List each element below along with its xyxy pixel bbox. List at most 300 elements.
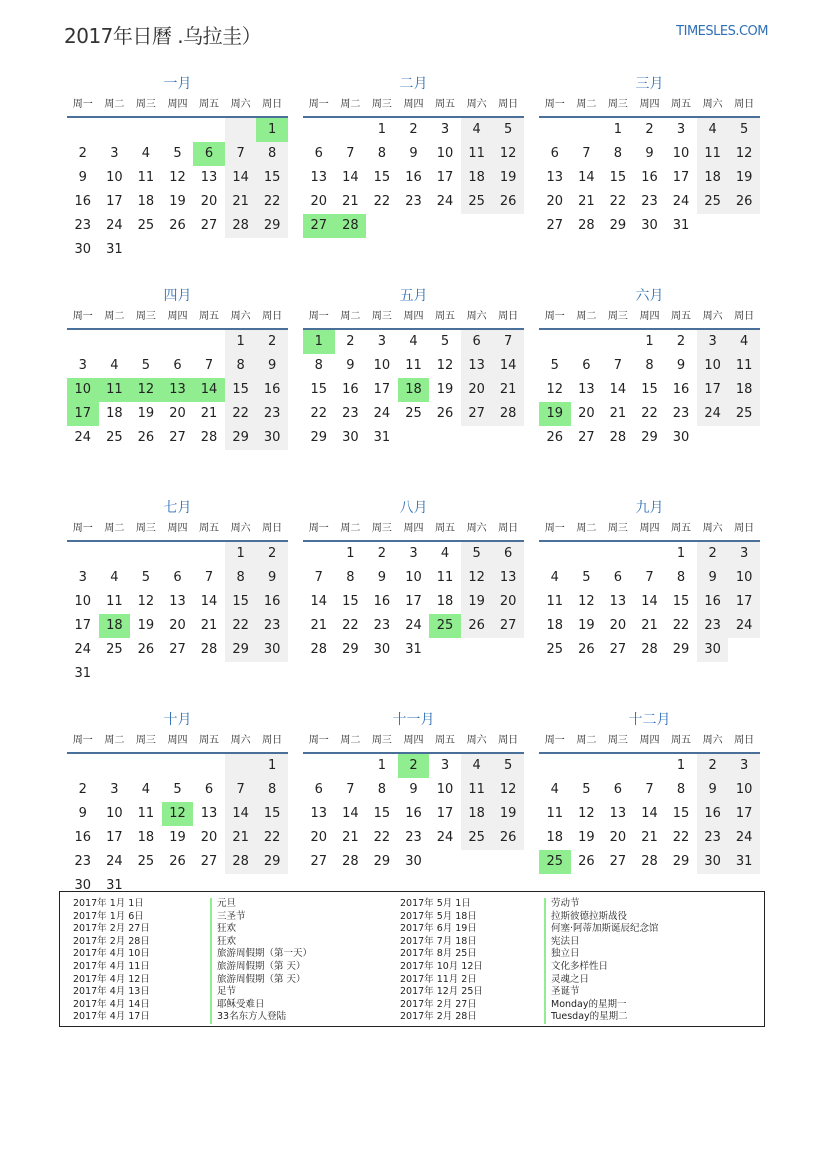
day-cell[interactable]: 21 xyxy=(492,378,524,402)
day-cell[interactable]: 29 xyxy=(609,218,627,233)
day-cell[interactable]: 20 xyxy=(578,406,595,421)
day-cell[interactable]: 6 xyxy=(173,570,182,585)
day-cell[interactable]: 24 xyxy=(373,406,391,421)
day-cell[interactable]: 22 xyxy=(672,830,690,845)
day-cell[interactable]: 20 xyxy=(310,194,328,209)
day-cell[interactable]: 17 xyxy=(373,382,391,397)
holiday-day-cell[interactable]: 27 xyxy=(303,214,335,238)
day-cell[interactable]: 20 xyxy=(546,194,564,209)
day-cell[interactable]: 29 xyxy=(256,850,288,874)
day-cell[interactable]: 29 xyxy=(225,426,257,450)
day-cell[interactable]: 3 xyxy=(110,782,119,797)
day-cell[interactable]: 23 xyxy=(697,826,729,850)
day-cell[interactable]: 23 xyxy=(405,830,422,845)
day-cell[interactable]: 24 xyxy=(697,402,729,426)
day-cell[interactable]: 7 xyxy=(645,782,654,797)
day-cell[interactable]: 2 xyxy=(697,754,729,778)
day-cell[interactable]: 9 xyxy=(676,358,686,373)
day-cell[interactable]: 6 xyxy=(613,570,623,585)
day-cell[interactable]: 6 xyxy=(173,358,182,373)
day-cell[interactable]: 18 xyxy=(137,194,155,209)
day-cell[interactable]: 19 xyxy=(137,618,155,633)
day-cell[interactable]: 22 xyxy=(342,618,359,633)
day-cell[interactable]: 6 xyxy=(492,542,524,566)
day-cell[interactable]: 21 xyxy=(641,830,658,845)
day-cell[interactable]: 20 xyxy=(492,590,524,614)
day-cell[interactable]: 29 xyxy=(310,430,328,445)
day-cell[interactable]: 2 xyxy=(256,542,288,566)
day-cell[interactable]: 25 xyxy=(106,430,123,445)
day-cell[interactable]: 28 xyxy=(310,642,328,657)
day-cell[interactable]: 14 xyxy=(641,806,658,821)
day-cell[interactable]: 21 xyxy=(200,406,218,421)
day-cell[interactable]: 15 xyxy=(225,378,257,402)
day-cell[interactable]: 24 xyxy=(672,194,690,209)
day-cell[interactable]: 15 xyxy=(641,382,658,397)
day-cell[interactable]: 19 xyxy=(492,802,524,826)
day-cell[interactable]: 5 xyxy=(173,146,182,161)
day-cell[interactable]: 4 xyxy=(110,358,119,373)
day-cell[interactable]: 26 xyxy=(492,826,524,850)
day-cell[interactable]: 15 xyxy=(672,594,690,609)
day-cell[interactable]: 12 xyxy=(492,778,524,802)
day-cell[interactable]: 8 xyxy=(256,778,288,802)
day-cell[interactable]: 15 xyxy=(225,590,257,614)
day-cell[interactable]: 3 xyxy=(377,334,387,349)
day-cell[interactable]: 14 xyxy=(225,802,257,826)
day-cell[interactable]: 5 xyxy=(492,118,524,142)
day-cell[interactable]: 29 xyxy=(225,638,257,662)
day-cell[interactable]: 10 xyxy=(728,778,760,802)
day-cell[interactable]: 13 xyxy=(546,170,564,185)
day-cell[interactable]: 10 xyxy=(106,170,123,185)
day-cell[interactable]: 21 xyxy=(342,194,359,209)
day-cell[interactable]: 31 xyxy=(106,242,123,257)
day-cell[interactable]: 26 xyxy=(546,430,564,445)
day-cell[interactable]: 29 xyxy=(256,214,288,238)
day-cell[interactable]: 13 xyxy=(200,170,218,185)
day-cell[interactable]: 13 xyxy=(310,170,328,185)
day-cell[interactable]: 7 xyxy=(204,358,214,373)
day-cell[interactable]: 11 xyxy=(405,358,422,373)
day-cell[interactable]: 14 xyxy=(342,806,359,821)
day-cell[interactable]: 5 xyxy=(141,570,151,585)
day-cell[interactable]: 2 xyxy=(409,122,418,137)
day-cell[interactable]: 13 xyxy=(609,806,627,821)
day-cell[interactable]: 23 xyxy=(74,218,92,233)
day-cell[interactable]: 7 xyxy=(582,146,591,161)
day-cell[interactable]: 11 xyxy=(728,354,760,378)
holiday-day-cell[interactable]: 1 xyxy=(303,330,335,354)
day-cell[interactable]: 17 xyxy=(672,170,690,185)
site-link[interactable]: TIMESLES.COM xyxy=(676,24,768,39)
day-cell[interactable]: 28 xyxy=(578,218,595,233)
day-cell[interactable]: 1 xyxy=(613,122,623,137)
day-cell[interactable]: 1 xyxy=(346,546,355,561)
day-cell[interactable]: 14 xyxy=(342,170,359,185)
day-cell[interactable]: 10 xyxy=(436,782,454,797)
day-cell[interactable]: 28 xyxy=(200,430,218,445)
day-cell[interactable]: 16 xyxy=(672,382,690,397)
day-cell[interactable]: 4 xyxy=(697,118,729,142)
day-cell[interactable]: 17 xyxy=(436,806,454,821)
day-cell[interactable]: 6 xyxy=(314,146,323,161)
day-cell[interactable]: 17 xyxy=(728,590,760,614)
day-cell[interactable]: 4 xyxy=(141,146,151,161)
day-cell[interactable]: 7 xyxy=(204,570,214,585)
day-cell[interactable]: 22 xyxy=(225,402,257,426)
day-cell[interactable]: 2 xyxy=(256,330,288,354)
day-cell[interactable]: 19 xyxy=(169,194,186,209)
day-cell[interactable]: 12 xyxy=(728,142,760,166)
day-cell[interactable]: 8 xyxy=(256,142,288,166)
day-cell[interactable]: 21 xyxy=(609,406,627,421)
day-cell[interactable]: 24 xyxy=(436,194,454,209)
day-cell[interactable]: 30 xyxy=(672,430,690,445)
day-cell[interactable]: 11 xyxy=(461,142,493,166)
day-cell[interactable]: 18 xyxy=(461,166,493,190)
day-cell[interactable]: 26 xyxy=(578,854,595,869)
day-cell[interactable]: 18 xyxy=(137,830,155,845)
day-cell[interactable]: 18 xyxy=(106,406,123,421)
holiday-day-cell[interactable]: 2 xyxy=(398,754,430,778)
day-cell[interactable]: 12 xyxy=(546,382,564,397)
day-cell[interactable]: 13 xyxy=(310,806,328,821)
day-cell[interactable]: 5 xyxy=(728,118,760,142)
day-cell[interactable]: 11 xyxy=(106,594,123,609)
day-cell[interactable]: 9 xyxy=(409,146,418,161)
holiday-day-cell[interactable]: 11 xyxy=(99,378,131,402)
day-cell[interactable]: 4 xyxy=(110,570,119,585)
day-cell[interactable]: 25 xyxy=(697,190,729,214)
day-cell[interactable]: 27 xyxy=(169,430,186,445)
day-cell[interactable]: 24 xyxy=(728,826,760,850)
day-cell[interactable]: 27 xyxy=(578,430,595,445)
day-cell[interactable]: 10 xyxy=(405,570,422,585)
day-cell[interactable]: 4 xyxy=(550,570,559,585)
day-cell[interactable]: 17 xyxy=(728,802,760,826)
holiday-day-cell[interactable]: 12 xyxy=(130,378,162,402)
day-cell[interactable]: 16 xyxy=(256,378,288,402)
day-cell[interactable]: 16 xyxy=(74,830,92,845)
day-cell[interactable]: 8 xyxy=(346,570,355,585)
day-cell[interactable]: 3 xyxy=(409,546,418,561)
day-cell[interactable]: 8 xyxy=(676,570,686,585)
day-cell[interactable]: 25 xyxy=(546,642,564,657)
day-cell[interactable]: 11 xyxy=(546,806,564,821)
day-cell[interactable]: 22 xyxy=(641,406,658,421)
day-cell[interactable]: 2 xyxy=(346,334,355,349)
day-cell[interactable]: 14 xyxy=(310,594,328,609)
day-cell[interactable]: 25 xyxy=(137,218,155,233)
day-cell[interactable]: 21 xyxy=(578,194,595,209)
day-cell[interactable]: 4 xyxy=(440,546,450,561)
day-cell[interactable]: 12 xyxy=(169,170,186,185)
day-cell[interactable]: 21 xyxy=(225,190,257,214)
day-cell[interactable]: 27 xyxy=(609,642,627,657)
day-cell[interactable]: 30 xyxy=(74,878,92,893)
day-cell[interactable]: 20 xyxy=(200,194,218,209)
day-cell[interactable]: 4 xyxy=(728,330,760,354)
day-cell[interactable]: 6 xyxy=(613,782,623,797)
day-cell[interactable]: 24 xyxy=(728,614,760,638)
day-cell[interactable]: 31 xyxy=(672,218,690,233)
day-cell[interactable]: 27 xyxy=(609,854,627,869)
day-cell[interactable]: 27 xyxy=(200,218,218,233)
day-cell[interactable]: 2 xyxy=(645,122,654,137)
day-cell[interactable]: 8 xyxy=(645,358,654,373)
day-cell[interactable]: 28 xyxy=(641,642,658,657)
day-cell[interactable]: 9 xyxy=(697,778,729,802)
day-cell[interactable]: 22 xyxy=(373,194,391,209)
day-cell[interactable]: 13 xyxy=(169,594,186,609)
day-cell[interactable]: 31 xyxy=(405,642,422,657)
day-cell[interactable]: 15 xyxy=(256,802,288,826)
day-cell[interactable]: 8 xyxy=(314,358,323,373)
day-cell[interactable]: 15 xyxy=(256,166,288,190)
day-cell[interactable]: 24 xyxy=(74,642,92,657)
day-cell[interactable]: 30 xyxy=(373,642,391,657)
day-cell[interactable]: 12 xyxy=(436,358,454,373)
day-cell[interactable]: 23 xyxy=(256,402,288,426)
day-cell[interactable]: 24 xyxy=(436,830,454,845)
day-cell[interactable]: 18 xyxy=(728,378,760,402)
day-cell[interactable]: 1 xyxy=(676,758,686,773)
day-cell[interactable]: 4 xyxy=(141,782,151,797)
day-cell[interactable]: 29 xyxy=(672,642,690,657)
day-cell[interactable]: 11 xyxy=(546,594,564,609)
day-cell[interactable]: 25 xyxy=(461,190,493,214)
holiday-day-cell[interactable]: 17 xyxy=(67,402,99,426)
day-cell[interactable]: 26 xyxy=(436,406,454,421)
day-cell[interactable]: 3 xyxy=(78,570,87,585)
day-cell[interactable]: 21 xyxy=(225,826,257,850)
day-cell[interactable]: 5 xyxy=(173,782,182,797)
day-cell[interactable]: 19 xyxy=(137,406,155,421)
holiday-day-cell[interactable]: 19 xyxy=(539,402,571,426)
day-cell[interactable]: 3 xyxy=(110,146,119,161)
day-cell[interactable]: 19 xyxy=(578,618,595,633)
day-cell[interactable]: 16 xyxy=(373,594,391,609)
day-cell[interactable]: 23 xyxy=(256,614,288,638)
day-cell[interactable]: 13 xyxy=(200,806,218,821)
day-cell[interactable]: 15 xyxy=(310,382,328,397)
day-cell[interactable]: 18 xyxy=(546,830,564,845)
day-cell[interactable]: 2 xyxy=(78,782,87,797)
day-cell[interactable]: 27 xyxy=(461,402,493,426)
day-cell[interactable]: 31 xyxy=(373,430,391,445)
day-cell[interactable]: 25 xyxy=(728,402,760,426)
day-cell[interactable]: 22 xyxy=(609,194,627,209)
day-cell[interactable]: 4 xyxy=(461,118,493,142)
day-cell[interactable]: 9 xyxy=(346,358,355,373)
day-cell[interactable]: 6 xyxy=(204,782,214,797)
day-cell[interactable]: 12 xyxy=(137,594,155,609)
day-cell[interactable]: 22 xyxy=(256,826,288,850)
day-cell[interactable]: 12 xyxy=(578,806,595,821)
day-cell[interactable]: 5 xyxy=(461,542,493,566)
day-cell[interactable]: 26 xyxy=(137,642,155,657)
day-cell[interactable]: 25 xyxy=(106,642,123,657)
day-cell[interactable]: 23 xyxy=(373,618,391,633)
day-cell[interactable]: 11 xyxy=(461,778,493,802)
day-cell[interactable]: 27 xyxy=(200,854,218,869)
day-cell[interactable]: 12 xyxy=(461,566,493,590)
day-cell[interactable]: 13 xyxy=(609,594,627,609)
day-cell[interactable]: 10 xyxy=(697,354,729,378)
day-cell[interactable]: 17 xyxy=(74,618,92,633)
day-cell[interactable]: 5 xyxy=(582,782,591,797)
day-cell[interactable]: 27 xyxy=(492,614,524,638)
day-cell[interactable]: 19 xyxy=(169,830,186,845)
holiday-day-cell[interactable]: 25 xyxy=(539,850,571,874)
day-cell[interactable]: 24 xyxy=(405,618,422,633)
day-cell[interactable]: 13 xyxy=(461,354,493,378)
day-cell[interactable]: 16 xyxy=(697,802,729,826)
day-cell[interactable]: 3 xyxy=(78,358,87,373)
day-cell[interactable]: 29 xyxy=(373,854,391,869)
day-cell[interactable]: 5 xyxy=(492,754,524,778)
day-cell[interactable]: 13 xyxy=(578,382,595,397)
day-cell[interactable]: 15 xyxy=(373,170,391,185)
day-cell[interactable]: 18 xyxy=(697,166,729,190)
day-cell[interactable]: 26 xyxy=(728,190,760,214)
day-cell[interactable]: 8 xyxy=(225,354,257,378)
day-cell[interactable]: 16 xyxy=(342,382,359,397)
day-cell[interactable]: 20 xyxy=(461,378,493,402)
day-cell[interactable]: 3 xyxy=(440,758,450,773)
day-cell[interactable]: 10 xyxy=(74,594,92,609)
day-cell[interactable]: 3 xyxy=(697,330,729,354)
day-cell[interactable]: 1 xyxy=(225,330,257,354)
day-cell[interactable]: 2 xyxy=(377,546,387,561)
day-cell[interactable]: 30 xyxy=(256,426,288,450)
day-cell[interactable]: 17 xyxy=(436,170,454,185)
holiday-day-cell[interactable]: 12 xyxy=(162,802,194,826)
day-cell[interactable]: 2 xyxy=(697,542,729,566)
day-cell[interactable]: 6 xyxy=(314,782,323,797)
day-cell[interactable]: 20 xyxy=(200,830,218,845)
day-cell[interactable]: 27 xyxy=(546,218,564,233)
day-cell[interactable]: 6 xyxy=(550,146,559,161)
day-cell[interactable]: 30 xyxy=(74,242,92,257)
day-cell[interactable]: 7 xyxy=(613,358,623,373)
day-cell[interactable]: 3 xyxy=(676,122,686,137)
day-cell[interactable]: 2 xyxy=(78,146,87,161)
day-cell[interactable]: 17 xyxy=(405,594,422,609)
day-cell[interactable]: 14 xyxy=(492,354,524,378)
day-cell[interactable]: 31 xyxy=(728,850,760,874)
day-cell[interactable]: 20 xyxy=(169,406,186,421)
day-cell[interactable]: 17 xyxy=(697,378,729,402)
day-cell[interactable]: 14 xyxy=(609,382,627,397)
day-cell[interactable]: 23 xyxy=(697,614,729,638)
day-cell[interactable]: 8 xyxy=(377,146,387,161)
day-cell[interactable]: 11 xyxy=(436,570,454,585)
day-cell[interactable]: 30 xyxy=(697,638,729,662)
day-cell[interactable]: 7 xyxy=(314,570,323,585)
holiday-day-cell[interactable]: 25 xyxy=(429,614,461,638)
day-cell[interactable]: 16 xyxy=(256,590,288,614)
day-cell[interactable]: 23 xyxy=(74,854,92,869)
day-cell[interactable]: 11 xyxy=(137,170,155,185)
day-cell[interactable]: 28 xyxy=(609,430,627,445)
day-cell[interactable]: 9 xyxy=(256,566,288,590)
day-cell[interactable]: 30 xyxy=(342,430,359,445)
day-cell[interactable]: 11 xyxy=(137,806,155,821)
day-cell[interactable]: 5 xyxy=(550,358,559,373)
day-cell[interactable]: 27 xyxy=(310,854,328,869)
day-cell[interactable]: 14 xyxy=(578,170,595,185)
day-cell[interactable]: 15 xyxy=(342,594,359,609)
day-cell[interactable]: 18 xyxy=(546,618,564,633)
day-cell[interactable]: 26 xyxy=(169,854,186,869)
day-cell[interactable]: 16 xyxy=(74,194,92,209)
day-cell[interactable]: 4 xyxy=(461,754,493,778)
day-cell[interactable]: 15 xyxy=(373,806,391,821)
day-cell[interactable]: 17 xyxy=(106,194,123,209)
day-cell[interactable]: 25 xyxy=(137,854,155,869)
day-cell[interactable]: 21 xyxy=(200,618,218,633)
day-cell[interactable]: 5 xyxy=(440,334,450,349)
day-cell[interactable]: 1 xyxy=(225,542,257,566)
day-cell[interactable]: 21 xyxy=(641,618,658,633)
day-cell[interactable]: 27 xyxy=(169,642,186,657)
day-cell[interactable]: 9 xyxy=(409,782,418,797)
day-cell[interactable]: 29 xyxy=(641,430,658,445)
day-cell[interactable]: 4 xyxy=(550,782,559,797)
day-cell[interactable]: 3 xyxy=(728,754,760,778)
day-cell[interactable]: 31 xyxy=(106,878,123,893)
day-cell[interactable]: 8 xyxy=(613,146,623,161)
day-cell[interactable]: 19 xyxy=(461,590,493,614)
day-cell[interactable]: 3 xyxy=(440,122,450,137)
day-cell[interactable]: 20 xyxy=(169,618,186,633)
day-cell[interactable]: 16 xyxy=(405,806,422,821)
day-cell[interactable]: 13 xyxy=(492,566,524,590)
day-cell[interactable]: 15 xyxy=(609,170,627,185)
day-cell[interactable]: 31 xyxy=(74,666,92,681)
holiday-day-cell[interactable]: 13 xyxy=(162,378,194,402)
day-cell[interactable]: 28 xyxy=(342,854,359,869)
day-cell[interactable]: 24 xyxy=(74,430,92,445)
day-cell[interactable]: 7 xyxy=(225,778,257,802)
day-cell[interactable]: 5 xyxy=(582,570,591,585)
day-cell[interactable]: 18 xyxy=(436,594,454,609)
day-cell[interactable]: 28 xyxy=(641,854,658,869)
holiday-day-cell[interactable]: 28 xyxy=(335,214,367,238)
day-cell[interactable]: 7 xyxy=(346,782,355,797)
day-cell[interactable]: 1 xyxy=(377,758,387,773)
day-cell[interactable]: 12 xyxy=(492,142,524,166)
day-cell[interactable]: 21 xyxy=(310,618,328,633)
day-cell[interactable]: 28 xyxy=(492,402,524,426)
day-cell[interactable]: 15 xyxy=(672,806,690,821)
day-cell[interactable]: 7 xyxy=(645,570,654,585)
day-cell[interactable]: 20 xyxy=(310,830,328,845)
day-cell[interactable]: 25 xyxy=(405,406,422,421)
day-cell[interactable]: 26 xyxy=(578,642,595,657)
day-cell[interactable]: 19 xyxy=(578,830,595,845)
holiday-day-cell[interactable]: 1 xyxy=(256,118,288,142)
day-cell[interactable]: 30 xyxy=(256,638,288,662)
day-cell[interactable]: 10 xyxy=(728,566,760,590)
day-cell[interactable]: 16 xyxy=(405,170,422,185)
day-cell[interactable]: 9 xyxy=(78,170,87,185)
day-cell[interactable]: 8 xyxy=(676,782,686,797)
day-cell[interactable]: 1 xyxy=(377,122,387,137)
day-cell[interactable]: 26 xyxy=(492,190,524,214)
